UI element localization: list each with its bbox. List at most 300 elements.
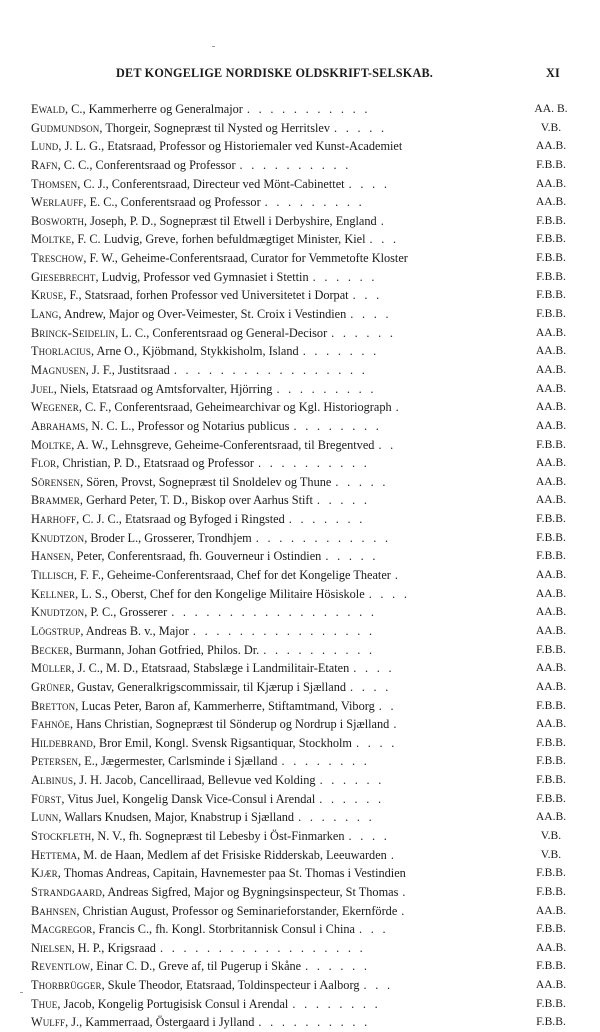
member-details: , Vitus Juel, Kongelig Dansk Vice-Consul i Arendal	[61, 791, 316, 806]
member-row	[31, 957, 573, 976]
member-surname: Hildebrand	[31, 735, 93, 750]
member-details: , C. J. C., Etatsraad og Byfoged i Ringsted	[76, 512, 285, 527]
member-surname: Hettema	[31, 847, 78, 862]
membership-code: V.B.	[540, 828, 562, 842]
member-entry	[31, 734, 529, 753]
member-entry	[31, 622, 529, 641]
membership-code: AA.B.	[535, 139, 567, 153]
leader-dots: . . . . . . . . . .	[258, 1015, 371, 1030]
member-surname: Müller	[31, 661, 72, 676]
membership-code: F.B.B.	[536, 213, 566, 227]
membership-code: AA.B.	[535, 493, 567, 507]
member-row	[31, 286, 573, 305]
member-details: , Andreas Sigfred, Major og Bygningsinspecteur, St Thomas	[101, 884, 399, 899]
leader-dots: . . . . . . . .	[281, 754, 370, 769]
member-entry	[31, 976, 529, 995]
member-surname: Abrahams	[31, 418, 86, 433]
member-details: , N. V., fh. Sognepræst til Lebesby i Öst-Finmarken	[91, 828, 345, 843]
leader-dots: . . . . . . .	[298, 810, 375, 825]
leader-dots: .	[394, 568, 401, 583]
member-details: , Andrew, Major og Over-Veimester, St. Croix i Vestindien	[58, 307, 347, 322]
membership-code: F.B.B.	[536, 754, 566, 768]
member-entry	[31, 137, 529, 156]
member-entry	[31, 659, 529, 678]
member-row	[31, 529, 573, 548]
membership-code: F.B.B.	[536, 959, 566, 973]
member-entry	[31, 957, 529, 976]
leader-dots: . . . . . . . . . . . . . . . .	[192, 623, 375, 638]
membership-code: F.B.B.	[536, 251, 566, 265]
member-details: , J. H. Jacob, Cancelliraad, Bellevue ved Kolding	[73, 773, 316, 788]
leader-dots: . . . . . . . . .	[276, 381, 377, 396]
member-details: , C. J., Conferentsraad, Directeur ved Mönt-Cabinettet	[77, 176, 345, 191]
member-row	[31, 678, 573, 697]
member-row	[31, 324, 573, 343]
leader-dots: .	[390, 847, 397, 862]
membership-code: AA.B.	[535, 325, 567, 339]
member-details: , F. C. Ludvig, Greve, forhen befuldmægtiget Minister, Kiel	[71, 232, 366, 247]
member-details: , Joseph, P. D., Sognepræst til Etwell i Derbyshire, England	[83, 213, 377, 228]
member-entry	[31, 883, 529, 902]
leader-dots: . . . . . . . . . . . . . . . . . .	[159, 940, 366, 955]
member-row	[31, 566, 573, 585]
member-entry	[31, 771, 529, 790]
leader-dots: . . . . . . .	[302, 344, 380, 359]
member-entry	[31, 212, 529, 231]
membership-code: AA.B.	[535, 623, 567, 637]
member-surname: Grüner	[31, 679, 71, 694]
member-details: , L. S., Oberst, Chef for den Kongelige Militaire Hösiskole	[75, 586, 365, 601]
leader-dots: . . . . . . . . . .	[258, 456, 370, 471]
member-entry	[31, 678, 529, 697]
member-details: , Lucas Peter, Baron af, Kammerherre, Stiftamtmand, Viborg	[75, 698, 375, 713]
member-surname: Bretton	[31, 698, 76, 713]
member-details: , Peter, Conferentsraad, fh. Gouverneur i Ostindien	[70, 549, 322, 564]
member-entry	[31, 230, 529, 249]
member-surname: Fürst	[31, 791, 62, 806]
member-row	[31, 380, 573, 399]
leader-dots: . . . . .	[334, 120, 387, 135]
leader-dots: . . . . .	[316, 493, 370, 508]
member-surname: Kellner	[31, 586, 76, 601]
leader-dots: . . .	[369, 232, 399, 247]
member-entry	[31, 939, 529, 958]
member-surname: Werlauff	[31, 195, 84, 210]
membership-code: AA.B.	[535, 176, 567, 190]
member-details: , Thomas Andreas, Capitain, Havnemester paa St. Thomas i Vestindien	[57, 866, 406, 881]
membership-code: F.B.B.	[536, 866, 566, 880]
membership-code: AA.B.	[535, 456, 567, 470]
page-number: XI	[546, 66, 560, 80]
membership-code: AA.B.	[535, 940, 567, 954]
member-row	[31, 827, 573, 846]
member-details: , F. W., Geheime-Conferentsraad, Curator for Vemmetofte Kloster	[83, 251, 408, 266]
member-surname: Nielsen	[31, 940, 72, 955]
member-details: , Burmann, Johan Gotfried, Philos. Dr.	[69, 642, 260, 657]
member-details: , F. F., Geheime-Conferentsraad, Chef for det Kongelige Theater	[73, 568, 391, 583]
leader-dots: . . . . . .	[331, 325, 396, 340]
member-row	[31, 771, 573, 790]
membership-code: AA.B.	[535, 679, 567, 693]
member-details: , Bror Emil, Kongl. Svensk Rigsantiquar, Stockholm	[92, 735, 352, 750]
membership-code: F.B.B.	[536, 735, 566, 749]
membership-code: AA.B.	[535, 362, 567, 376]
member-row	[31, 547, 573, 566]
membership-code: AA.B.	[535, 810, 567, 824]
member-row	[31, 641, 573, 660]
member-entry	[31, 417, 529, 436]
member-entry	[31, 175, 529, 194]
member-row	[31, 752, 573, 771]
member-details: , Gerhard Peter, T. D., Biskop over Aarhus Stift	[79, 493, 313, 508]
membership-code: F.B.B.	[536, 288, 566, 302]
leader-dots: .	[401, 903, 408, 918]
leader-dots: . . . . . .	[319, 791, 384, 806]
member-entry	[31, 510, 529, 529]
member-row	[31, 846, 573, 865]
member-details: , Andreas B. v., Major	[80, 623, 189, 638]
membership-code: AA.B.	[535, 605, 567, 619]
leader-dots: . . . . . . .	[288, 512, 366, 527]
member-row	[31, 100, 573, 119]
leader-dots: . . . . .	[325, 549, 379, 564]
membership-code: AA.B.	[535, 903, 567, 917]
member-entry	[31, 808, 529, 827]
member-details: , L. C., Conferentsraad og General-Decisor	[115, 325, 328, 340]
leader-dots: . . . . . . . .	[293, 418, 382, 433]
member-row	[31, 510, 573, 529]
membership-code: F.B.B.	[536, 549, 566, 563]
leader-dots: . . . .	[350, 307, 392, 322]
member-details: , A. W., Lehnsgreve, Geheime-Conferentsraad, til Bregentved	[71, 437, 375, 452]
member-row	[31, 864, 573, 883]
member-surname: Wulff	[31, 1015, 66, 1030]
member-details: , H. P., Krigsraad	[71, 940, 156, 955]
member-row	[31, 491, 573, 510]
member-surname: Becker	[31, 642, 70, 657]
member-surname: Moltke	[31, 232, 72, 247]
leader-dots: . . . . . .	[305, 959, 370, 974]
leader-dots: . . .	[359, 922, 389, 937]
member-row	[31, 249, 573, 268]
member-entry	[31, 585, 529, 604]
member-details: , P. C., Grosserer	[84, 605, 168, 620]
membership-code: AA.B.	[535, 978, 567, 992]
member-surname: Wegener	[31, 400, 79, 415]
member-details: , J. L. G., Etatsraad, Professor og Historiemaler ved Kunst-Academiet	[58, 139, 403, 154]
leader-dots: . . . . . .	[312, 269, 378, 284]
membership-code: F.B.B.	[536, 791, 566, 805]
membership-code: F.B.B.	[536, 698, 566, 712]
running-title: DET KONGELIGE NORDISKE OLDSKRIFT-SELSKAB.	[116, 66, 434, 80]
member-surname: Moltke	[31, 437, 72, 452]
membership-code: AA.B.	[535, 717, 567, 731]
membership-code: F.B.B.	[536, 437, 566, 451]
membership-code: AA. B.	[534, 102, 568, 115]
member-details: , C. F., Conferentsraad, Geheimearchivar og Kgl. Historiograph	[78, 400, 392, 415]
member-entry	[31, 566, 529, 585]
member-surname: Brammer	[31, 493, 80, 508]
member-surname: Knudtzon	[31, 530, 85, 545]
member-entry	[31, 752, 529, 771]
leader-dots: .	[393, 717, 400, 732]
member-row	[31, 920, 573, 939]
member-surname: Gudmundson	[31, 120, 100, 135]
member-row	[31, 715, 573, 734]
member-row	[31, 995, 573, 1014]
member-row	[31, 734, 573, 753]
member-row	[31, 939, 573, 958]
member-row	[31, 454, 573, 473]
member-row	[31, 119, 573, 138]
member-row	[31, 976, 573, 995]
member-surname: Knudtzon	[31, 605, 85, 620]
member-row	[31, 398, 573, 417]
member-surname: Reventlow	[31, 959, 91, 974]
member-surname: Ewald	[31, 102, 66, 116]
member-entry	[31, 473, 529, 492]
member-surname: Hansen	[31, 549, 71, 564]
member-surname: Tillisch	[31, 568, 74, 583]
member-row	[31, 659, 573, 678]
member-surname: Thue	[31, 996, 58, 1011]
member-entry	[31, 529, 529, 548]
leader-dots: . .	[378, 698, 397, 713]
membership-code: V.B.	[540, 847, 562, 861]
member-entry	[31, 547, 529, 566]
member-surname: Magnusen	[31, 362, 86, 377]
member-details: , Sören, Provst, Sognepræst til Snoldelev og Thune	[80, 474, 332, 489]
membership-code: F.B.B.	[536, 996, 566, 1010]
membership-code: F.B.B.	[536, 512, 566, 526]
member-row	[31, 585, 573, 604]
member-entry	[31, 454, 529, 473]
member-surname: Kjær	[31, 866, 58, 881]
member-details: , Skule Theodor, Etatsraad, Toldinspecteur i Aalborg	[101, 978, 360, 993]
member-surname: Kruse	[31, 288, 64, 303]
membership-code: F.B.B.	[536, 307, 566, 321]
member-row	[31, 212, 573, 231]
membership-code: AA.B.	[535, 400, 567, 414]
member-row	[31, 137, 573, 156]
member-surname: Strandgaard	[31, 884, 102, 899]
member-row	[31, 603, 573, 622]
member-details: , Broder L., Grosserer, Trondhjem	[84, 530, 252, 545]
member-entry	[31, 920, 529, 939]
member-entry	[31, 193, 529, 212]
member-entry	[31, 790, 529, 809]
leader-dots: . . . . . . . . . . . . . . . . . .	[171, 605, 377, 620]
membership-code: AA.B.	[535, 344, 567, 358]
membership-code: F.B.B.	[536, 642, 566, 656]
membership-code: AA.B.	[535, 661, 567, 675]
membership-code: F.B.B.	[536, 922, 566, 936]
member-surname: Bosworth	[31, 213, 84, 228]
membership-code: F.B.B.	[536, 773, 566, 787]
member-surname: Sörensen	[31, 474, 81, 489]
leader-dots: . . . . . . . . . . . . . . . . .	[173, 362, 368, 377]
member-surname: Brinck-Seidelin	[31, 325, 116, 340]
membership-code: V.B.	[540, 120, 562, 134]
leader-dots: . . . . . . . . . . . .	[255, 530, 391, 545]
member-details: , C. C., Conferentsraad og Professor	[57, 157, 236, 172]
member-details: , N. C. L., Professor og Notarius publicus	[85, 418, 290, 433]
member-entry	[31, 342, 529, 361]
member-row	[31, 902, 573, 921]
member-details: , J. C., M. D., Etatsraad, Stabslæge i Landmilitair-Etaten	[71, 661, 350, 676]
member-entry	[31, 995, 529, 1014]
member-surname: Lang	[31, 307, 59, 322]
member-details: , E. C., Conferentsraad og Professor	[83, 195, 261, 210]
membership-code: AA.B.	[535, 568, 567, 582]
member-surname: Lund	[31, 139, 59, 154]
member-surname: Thomsen	[31, 176, 78, 191]
member-row	[31, 622, 573, 641]
member-entry	[31, 864, 529, 883]
member-row	[31, 436, 573, 455]
member-details: , Francis C., fh. Kongl. Storbritannisk Consul i China	[92, 922, 356, 937]
member-list	[31, 100, 573, 1032]
leader-dots: . . .	[363, 978, 393, 993]
member-row	[31, 305, 573, 324]
member-row	[31, 175, 573, 194]
member-details: , Christian August, Professor og Seminarieforstander, Ekernförde	[76, 903, 398, 918]
member-details: , Wallars Knudsen, Major, Knabstrup i Sjælland	[58, 810, 295, 825]
member-row	[31, 697, 573, 716]
member-entry	[31, 156, 529, 175]
member-details: , M. de Haan, Medlem af det Frisiske Ridderskab, Leeuwarden	[77, 847, 387, 862]
member-details: , C., Kammerherre og Generalmajor	[65, 102, 243, 116]
member-entry	[31, 436, 529, 455]
leader-dots: . . . .	[350, 679, 392, 694]
member-entry	[31, 902, 529, 921]
member-details: , J. F., Justitsraad	[85, 362, 170, 377]
membership-code: F.B.B.	[536, 232, 566, 246]
member-details: , E., Jægermester, Carlsminde i Sjælland	[78, 754, 278, 769]
leader-dots: .	[395, 400, 402, 415]
member-surname: Bahnsen	[31, 903, 77, 918]
member-surname: Petersen	[31, 754, 79, 769]
member-details: , F., Statsraad, forhen Professor ved Universitetet i Dorpat	[63, 288, 349, 303]
member-row	[31, 1013, 573, 1032]
membership-code: F.B.B.	[536, 884, 566, 898]
membership-code: F.B.B.	[536, 157, 566, 171]
member-surname: Giesebrecht	[31, 269, 96, 284]
running-header	[80, 66, 560, 84]
member-details: , Hans Christian, Sognepræst til Sönderup og Nordrup i Sjælland	[69, 717, 390, 732]
member-surname: Lunn	[31, 810, 59, 825]
member-entry	[31, 380, 529, 399]
leader-dots: . . . .	[348, 176, 390, 191]
member-row	[31, 417, 573, 436]
member-entry	[31, 119, 529, 138]
membership-code: F.B.B.	[536, 1015, 566, 1029]
member-entry	[31, 249, 529, 268]
member-surname: Juel	[31, 381, 54, 396]
member-row	[31, 790, 573, 809]
leader-dots: .	[380, 213, 387, 228]
member-row	[31, 473, 573, 492]
leader-dots: . . . . . . . . . .	[239, 157, 352, 172]
member-entry	[31, 324, 529, 343]
leader-dots: . . . .	[356, 735, 398, 750]
member-entry	[31, 715, 529, 734]
member-details: , J., Kammerraad, Östergaard i Jylland	[65, 1015, 255, 1030]
member-surname: Lögstrup	[31, 623, 81, 638]
member-entry	[31, 1013, 529, 1032]
member-entry	[31, 361, 529, 380]
member-entry	[31, 697, 529, 716]
leader-dots: . . . . . . . .	[292, 996, 381, 1011]
member-row	[31, 230, 573, 249]
member-row	[31, 883, 573, 902]
member-row	[31, 342, 573, 361]
member-details: , Thorgeir, Sognepræst til Nysted og Herritslev	[99, 120, 331, 135]
leader-dots: . . . . . . . . . .	[263, 642, 375, 657]
member-row	[31, 808, 573, 827]
member-details: , Arne O., Kjöbmand, Stykkisholm, Island	[91, 344, 299, 359]
member-details: , Jacob, Kongelig Portugisisk Consul i Arendal	[57, 996, 289, 1011]
member-surname: Macgregor	[31, 922, 93, 937]
member-surname: Stockfleth	[31, 828, 92, 843]
leader-dots: .	[402, 884, 409, 899]
member-entry	[31, 846, 529, 865]
leader-dots: . . . . . . . . .	[264, 195, 365, 210]
member-surname: Fahnöe	[31, 717, 70, 732]
membership-code: AA.B.	[535, 195, 567, 209]
member-surname: Harhoff	[31, 512, 77, 527]
leader-dots: . . . . . . . . . . .	[246, 102, 371, 116]
leader-dots: . . . .	[348, 828, 390, 843]
member-entry	[31, 603, 529, 622]
member-entry	[31, 398, 529, 417]
member-details: , Christian, P. D., Etatsraad og Professor	[56, 456, 255, 471]
membership-code: F.B.B.	[536, 269, 566, 283]
member-entry	[31, 827, 529, 846]
leader-dots: . . . .	[368, 586, 410, 601]
scan-speck	[20, 992, 23, 993]
member-details: , Niels, Etatsraad og Amtsforvalter, Hjörring	[53, 381, 273, 396]
member-entry	[31, 286, 529, 305]
member-details: , Gustav, Generalkrigscommissair, til Kjærup i Sjælland	[70, 679, 347, 694]
leader-dots: . . . . . .	[319, 773, 385, 788]
membership-code: AA.B.	[535, 418, 567, 432]
member-surname: Treschow	[31, 251, 84, 266]
membership-code: AA.B.	[535, 474, 567, 488]
member-entry	[31, 100, 529, 119]
leader-dots: . . .	[352, 288, 382, 303]
member-entry	[31, 641, 529, 660]
member-row	[31, 193, 573, 212]
member-row	[31, 268, 573, 287]
member-details: , Ludvig, Professor ved Gymnasiet i Stettin	[95, 269, 309, 284]
member-row	[31, 361, 573, 380]
member-row	[31, 156, 573, 175]
member-surname: Flor	[31, 456, 57, 471]
scan-speck	[212, 46, 215, 47]
member-surname: Thorbrügger	[31, 978, 102, 993]
leader-dots: . . . . .	[335, 474, 389, 489]
member-entry	[31, 491, 529, 510]
membership-code: F.B.B.	[536, 530, 566, 544]
member-surname: Thorlacius	[31, 344, 92, 359]
member-surname: Albinus	[31, 773, 74, 788]
membership-code: AA.B.	[535, 586, 567, 600]
member-details: , Einar C. D., Greve af, til Pugerup i Skåne	[90, 959, 302, 974]
leader-dots: . .	[378, 437, 397, 452]
member-entry	[31, 305, 529, 324]
membership-code: AA.B.	[535, 381, 567, 395]
